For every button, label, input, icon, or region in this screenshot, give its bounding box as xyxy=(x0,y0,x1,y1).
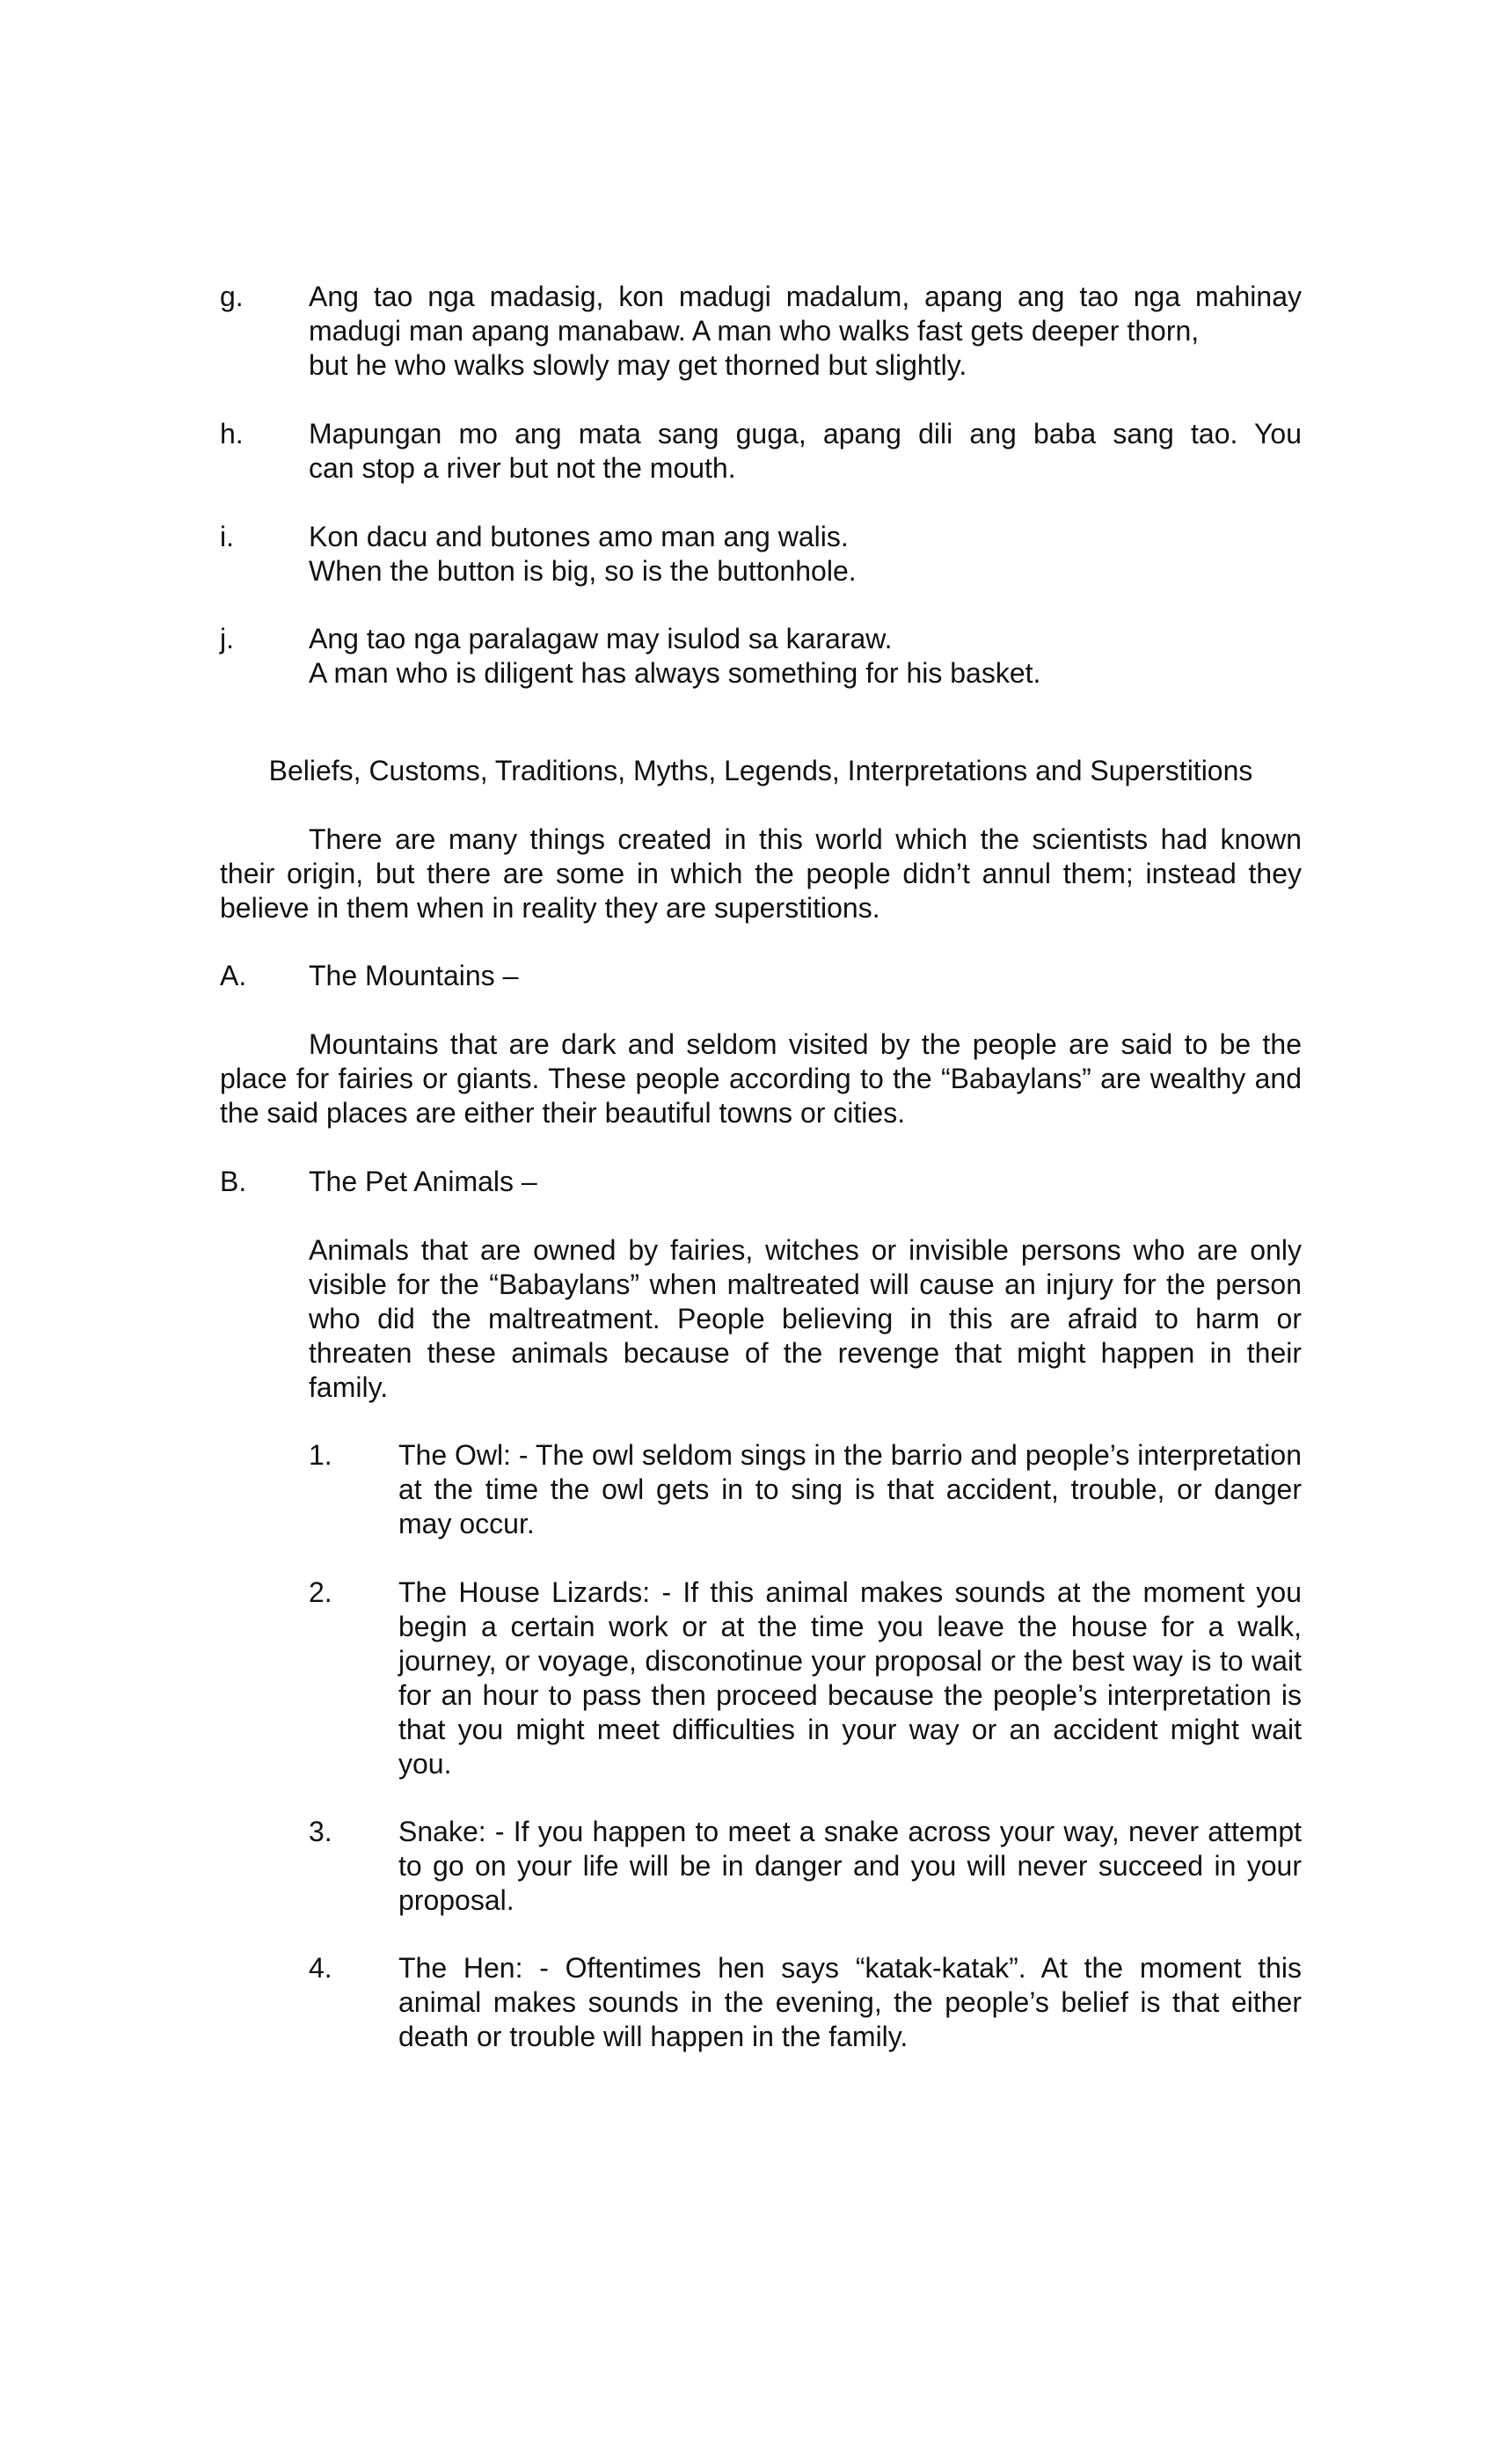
item-text: Snake: - If you happen to meet a snake across your way, never attempt to go on your life will be in danger and you will never succeed in your proposal. xyxy=(398,1816,1302,1916)
proverb-text: Kon dacu and butones amo man ang walis. xyxy=(309,521,849,552)
proverb-text: but he who walks slowly may get thorned but slightly. xyxy=(309,349,967,381)
proverb-text: When the button is big, so is the buttonhole. xyxy=(309,555,857,587)
item-number: 4. xyxy=(309,1952,332,1984)
item-number: 3. xyxy=(309,1816,332,1847)
proverb-text: Ang tao nga paralagaw may isulod sa kararaw. xyxy=(309,623,893,654)
proverb-text: A man who is diligent has always something for his basket. xyxy=(309,657,1041,689)
proverb-text: Ang tao nga madasig, kon madugi madalum, apang ang tao nga mahinay madugi man apang manabaw. A man who walks fast gets deeper thorn, xyxy=(309,281,1302,347)
section-heading: Beliefs, Customs, Traditions, Myths, Legends, Interpretations and Superstitions xyxy=(268,755,1253,786)
section-b-paragraph: Animals that are owned by fairies, witches or invisible persons who are only visible for the “Babaylans” when maltreated will cause an injury for the person who did the maltreatment. People believing in this are afraid to harm or threaten these animals because of the revenge that might happen in their family. xyxy=(309,1234,1302,1403)
list-marker: j. xyxy=(220,623,234,654)
proverb-text: can stop a river but not the mouth. xyxy=(309,452,736,484)
list-marker: g. xyxy=(220,281,244,312)
section-title: The Pet Animals – xyxy=(309,1166,537,1197)
item-text: The House Lizards: - If this animal makes sounds at the moment you begin a certain work or at the time you leave the house for a walk, journey, or voyage, disconotinue your proposal or the best way is to wait for an hour to pass then proceed because the people’s interpretation is that you might meet difficulties in your way or an accident might wait you. xyxy=(398,1576,1302,1780)
proverb-text: Mapungan mo ang mata sang guga, apang dili ang baba sang tao. You xyxy=(309,418,1302,450)
intro-paragraph: There are many things created in this world which the scientists had known their origin, but there are some in which the people didn’t annul them; instead they believe in them when in reality they are superstitions. xyxy=(220,823,1302,924)
section-marker: B. xyxy=(220,1166,247,1197)
section-title: The Mountains – xyxy=(309,960,519,991)
item-number: 1. xyxy=(309,1439,332,1471)
list-marker: h. xyxy=(220,418,244,450)
section-marker: A. xyxy=(220,960,247,991)
item-text: The Hen: - Oftentimes hen says “katak-katak”. At the moment this animal makes sounds in the evening, the people’s belief is that either death or trouble will happen in the family. xyxy=(398,1952,1302,2052)
section-a-paragraph: Mountains that are dark and seldom visited by the people are said to be the place for fairies or giants. These people according to the “Babaylans” are wealthy and the said places are either their beautiful towns or cities. xyxy=(220,1028,1302,1129)
item-text: The Owl: - The owl seldom sings in the barrio and people’s interpretation at the time the owl gets in to sing is that accident, trouble, or danger may occur. xyxy=(398,1439,1302,1539)
item-number: 2. xyxy=(309,1576,332,1608)
list-marker: i. xyxy=(220,521,234,552)
